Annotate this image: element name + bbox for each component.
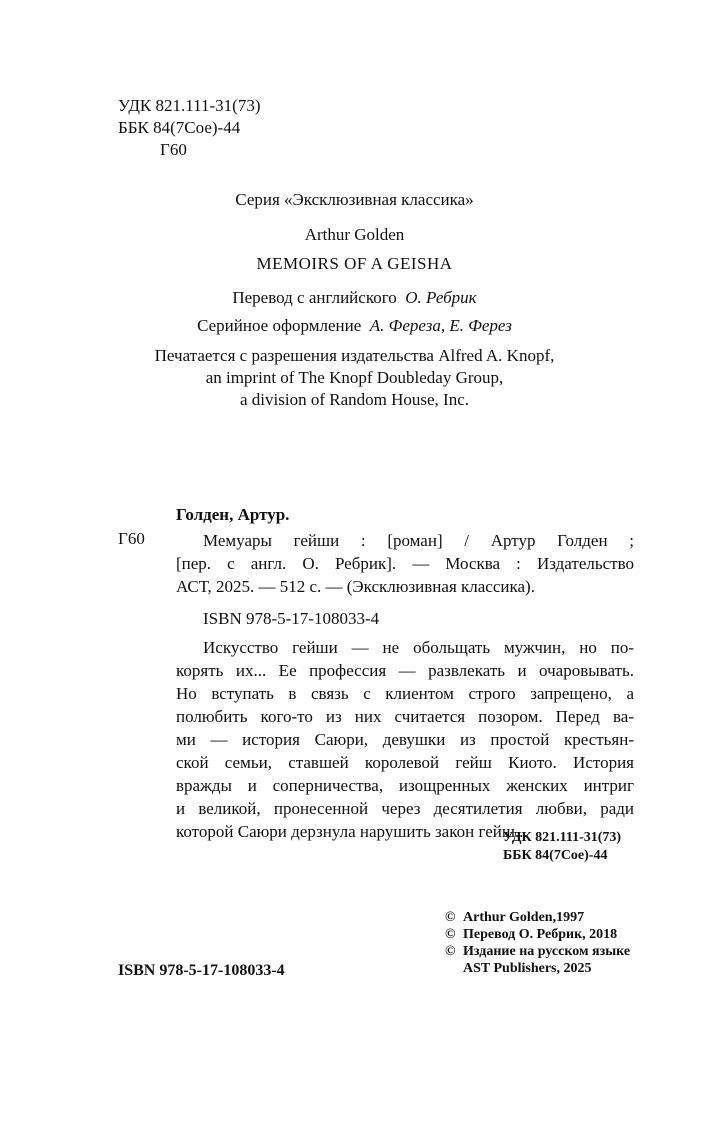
annotation-line: Искусство гейши — не обольщать мужчин, но по- <box>203 638 634 657</box>
copyright-icon: © <box>445 910 456 925</box>
copyright-text: Arthur Golden,1997 <box>463 910 585 925</box>
bibliographic-description <box>176 529 634 598</box>
annotation-line: и великой, пронесенной через десятилетия любви, ради <box>176 799 634 818</box>
author-mark: Г60 <box>160 140 187 159</box>
bibliographic-heading: Голден, Артур. <box>176 505 290 524</box>
annotation-line: полюбить кого-то из них считается позором. Перед ва- <box>176 707 634 726</box>
permission-line: an imprint of The Knopf Doubleday Group, <box>205 368 504 387</box>
bibliographic-line: Мемуары гейши : [роман] / Артур Голден ; <box>203 531 634 550</box>
copyright-line <box>445 926 630 943</box>
annotation-line: которой Саюри дерзнула нарушить закон гейш... <box>176 822 528 841</box>
bbk-code: ББК 84(7Сое)-44 <box>118 118 241 137</box>
copyright-continuation: AST Publishers, 2025 <box>463 961 592 976</box>
original-title: MEMOIRS OF A GEISHA <box>256 254 453 273</box>
translator-name: О. Ребрик <box>405 288 477 307</box>
udk-code: УДК 821.111-31(73) <box>118 96 261 115</box>
bibliographic-line: [пер. с англ. О. Ребрик]. — Москва : Издательство <box>176 554 634 573</box>
annotation-line: ми — история Саюри, девушки из простой крестьян- <box>176 730 634 749</box>
copyright-block <box>445 909 630 977</box>
annotation-line: ской семьи, ставшей королевой гейш Киото. История <box>176 753 634 772</box>
permission-line: Печатается с разрешения издательства Alfred A. Knopf, <box>154 346 555 365</box>
bbk-code-bottom: ББК 84(7Сое)-44 <box>503 848 608 863</box>
annotation <box>176 636 634 843</box>
classification-bottom <box>503 829 621 865</box>
bibliographic-line: АСТ, 2025. — 512 с. — (Эксклюзивная классика). <box>176 577 535 596</box>
annotation-line: вражды и соперничества, изощренных женских интриг <box>176 776 634 795</box>
annotation-line: корять их... Ее профессия — развлекать и очаровывать. <box>176 661 634 680</box>
original-author: Arthur Golden <box>304 225 405 244</box>
copyright-text: Издание на русском языке <box>463 944 631 959</box>
permission-notice <box>0 345 709 411</box>
classification-codes <box>118 95 260 161</box>
isbn-bibliographic: ISBN 978-5-17-108033-4 <box>203 609 380 628</box>
design-credit <box>0 316 709 336</box>
isbn-bottom: ISBN 978-5-17-108033-4 <box>118 962 285 979</box>
annotation-line: Но вступать в связь с клиентом строго запрещено, а <box>176 684 634 703</box>
series-title: Серия «Эксклюзивная классика» <box>235 190 474 209</box>
copyright-line <box>445 943 630 960</box>
permission-line: a division of Random House, Inc. <box>240 390 469 409</box>
copyright-text: Перевод О. Ребрик, 2018 <box>463 927 618 942</box>
udk-code-bottom: УДК 821.111-31(73) <box>503 830 622 845</box>
copyright-icon: © <box>445 927 456 942</box>
translation-label: Перевод с английского <box>232 288 397 307</box>
copyright-icon: © <box>445 944 456 959</box>
copyright-line <box>445 909 630 926</box>
bibliographic-author-mark: Г60 <box>118 529 145 548</box>
translation-credit <box>0 288 709 308</box>
designer-names: А. Фереза, Е. Ферез <box>369 316 512 335</box>
design-label: Серийное оформление <box>197 316 362 335</box>
